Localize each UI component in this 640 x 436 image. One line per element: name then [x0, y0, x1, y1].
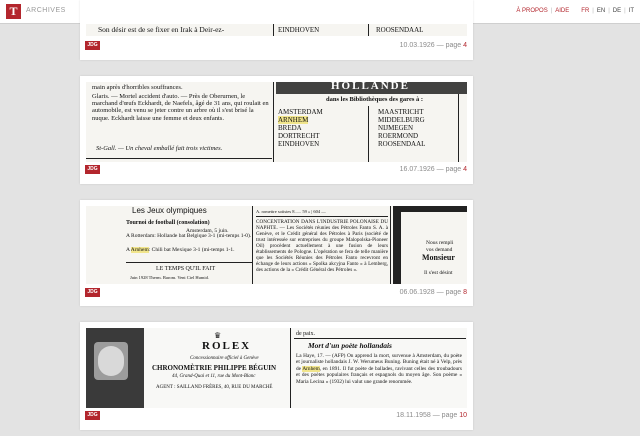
result-date: 10.03.1926	[399, 42, 435, 49]
logo[interactable]: T	[6, 4, 21, 19]
journal-badge: JDG	[85, 288, 100, 297]
lang-it[interactable]: IT	[628, 8, 634, 14]
search-hit: Arnhem	[302, 365, 320, 372]
page-number[interactable]: 4	[463, 166, 467, 173]
city-list: AMSTERDAM ARNHEM BREDA DORTRECHT EINDHOVEN	[278, 108, 323, 148]
result-thumbnail[interactable]: ♛ ROLEX Concessionnaire officiel à Genève CHRONOMÈTRIE PHILIPPE BÉGUIN 44, Grand-Quai et 11, rue du Mont-Blanc AGENT : SAILLAND FRÈRES, 40, RUE DU MARCHÉ de paix. Mort d'un poète hollandais La Haye, 17. — (AFP) On apprend la mort, survenue à Amsterdam, du poète et journaliste hollandais J. W. Werumeus Buning. Buning était né à Velp, près de Arnhem, en 1891. Il fut poète de ballades, ravivant celles des troubadours et des poètes populaires français et espagnols du moyen âge. Son poème « Maria Lecina » (1932) lui valut une grande renommée.	[86, 328, 467, 408]
journal-badge: JDG	[85, 165, 100, 174]
result-meta: 16.07.1926 — page 4	[399, 166, 467, 173]
result-card[interactable]	[80, 322, 473, 430]
result-meta: 10.03.1926 — page 4	[399, 42, 467, 49]
result-meta: 18.11.1958 — page 10	[396, 412, 467, 419]
lang-en[interactable]: EN	[596, 8, 606, 14]
result-meta: 06.06.1928 — page 8	[399, 289, 467, 296]
page-number[interactable]: 8	[463, 289, 467, 296]
journal-badge: JDG	[85, 41, 100, 50]
result-thumbnail[interactable]: main après d'horribles souffrances. Glaris. — Mortel accident d'auto. — Près de Oberurnen, le marchand d'œufs Eckhardt, de Naefels, âgé de 31 ans, qui roulait en automobile, est venu se jeter contre un arbre où il s'est brisé la nuque. Eckhardt laisse une femme et deux enfants. St-Gall. — Un cheval emballé fait trois victimes. HOLLANDE dans les Bibliothèques des gares à : AMSTERDAM ARNHEM BREDA DORTRECHT EINDHOVEN MAASTRICHT MIDDELBURG NIJMEGEN ROERMOND ROOSENDAAL	[86, 82, 467, 162]
snippet-text: Son désir est de se fixer en Irak à Deir-ez-	[98, 25, 225, 34]
result-date: 16.07.1926	[399, 166, 435, 173]
result-date: 06.06.1928	[399, 289, 435, 296]
result-date: 18.11.1958	[396, 412, 431, 419]
snippet-text: EINDHOVEN	[278, 26, 320, 34]
section-title[interactable]: ARCHIVES	[26, 7, 66, 14]
help-link[interactable]: AIDE	[555, 8, 570, 14]
result-thumbnail[interactable]	[86, 24, 467, 36]
result-thumbnail[interactable]: Les Jeux olympiques Tournoi de football (consolation) Amsterdam, 5 juin. A Rotterdam: Hollande bat Belgique 3-1 (mi-temps 1-0). A Arnhem: Chili bat Mexique 3-1 (mi-temps 1-1. LE TEMPS QU'IL FAIT Juin 1928 Therm. Barom. Vent Ciel Humid. A. romettre soiistes 8...... 59 » | 604 — CONCENTRATION DANS L'INDUSTRIE POLONAISE DU NAPHTE. — Les Sociétés réunies des Pétroles Fanto S. A. à Genève, et le Crédit général des Pétroles à Paris (société de trust intéressée sur entreprises du groupe Malopolska-Pioneer Oil) procèdent actuellement à une fusion de leurs établissements de Pologne. L'opération se fera de telle manière que les Sociétés Réunies des Pétroles Fanto recevront en échange de leurs actions « Spolka akcyjna Fanto » à Lemberg, des actions de la « Crédit Général des Pétroles ». Nous rempli vos demand Monsieur Il s'est désint	[86, 206, 467, 284]
snippet-text: ROOSENDAAL	[376, 26, 424, 34]
about-link[interactable]: À PROPOS	[516, 8, 548, 14]
lang-de[interactable]: DE	[612, 8, 622, 14]
crown-icon: ♛	[214, 331, 222, 340]
page-number[interactable]: 4	[463, 42, 467, 49]
journal-badge: JDG	[85, 411, 100, 420]
result-card[interactable]	[80, 76, 473, 184]
result-card[interactable]	[80, 200, 473, 306]
top-nav: À PROPOS | AIDE FR | EN | DE | IT	[516, 8, 634, 14]
city-list: MAASTRICHT MIDDELBURG NIJMEGEN ROERMOND ROOSENDAAL	[378, 108, 426, 148]
result-card[interactable]	[80, 0, 473, 60]
search-hit: ARNHEM	[278, 116, 309, 124]
search-hit: Arnhem	[130, 247, 149, 253]
lang-fr[interactable]: FR	[581, 8, 590, 14]
page-number[interactable]: 10	[459, 412, 467, 419]
